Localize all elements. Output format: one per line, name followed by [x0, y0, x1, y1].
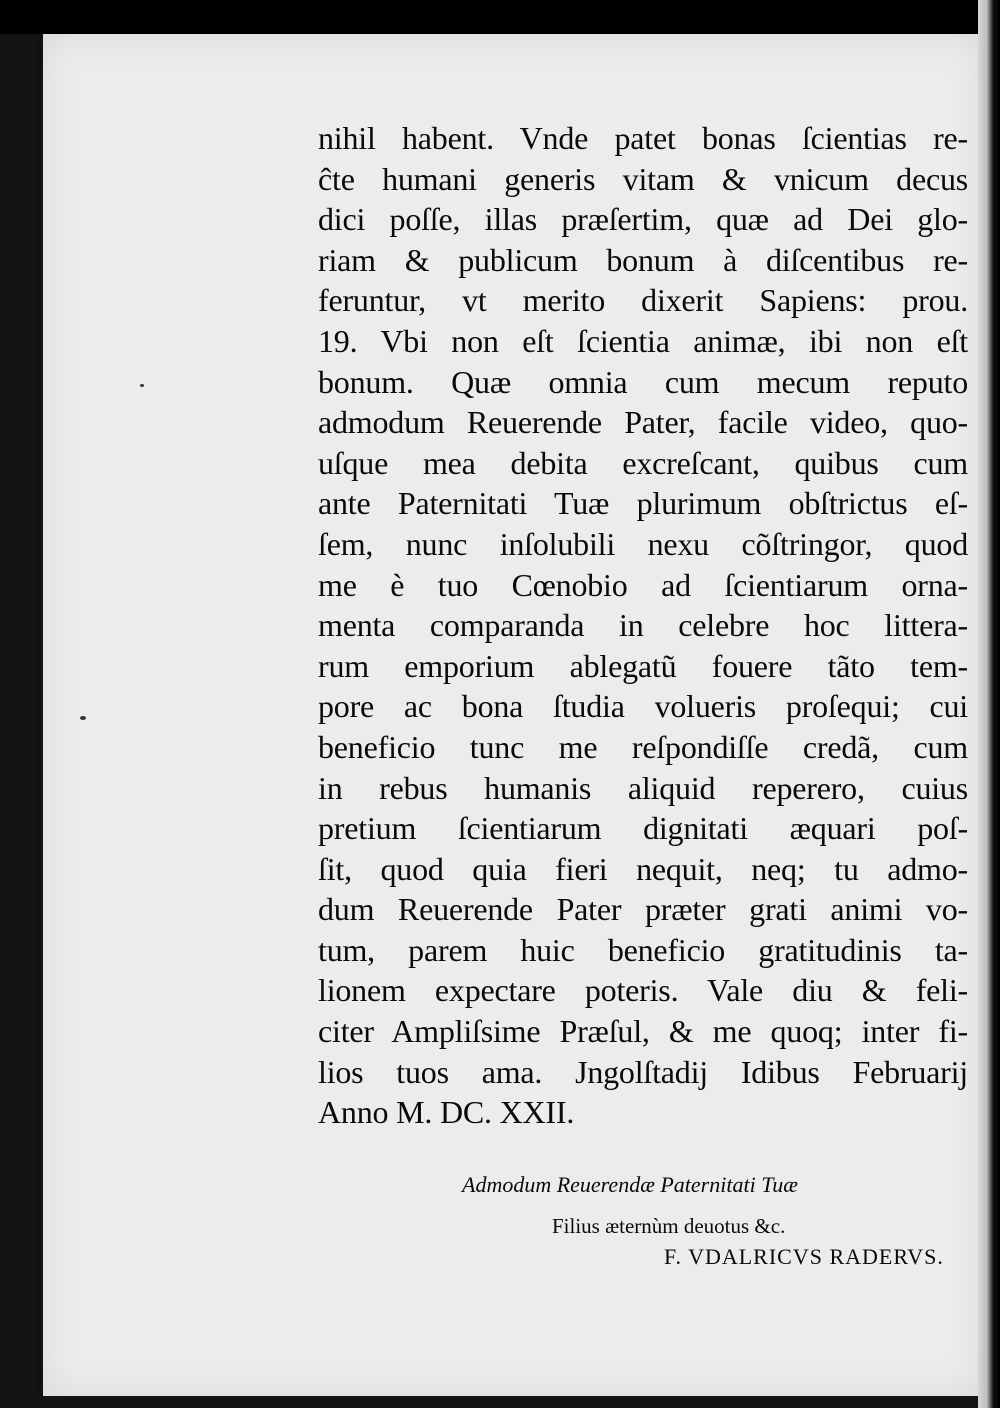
text-line: feruntur, vt merito dixerit Sapiens: prou.	[318, 282, 968, 319]
text-line: 19. Vbi non eſt ſcientia animæ, ibi non eſt	[318, 322, 968, 359]
text-line: lionem expectare poteris. Vale diu & feli-	[318, 972, 968, 1009]
text-line: ſit, quod quia fieri nequit, neq; tu admo-	[318, 850, 968, 887]
text-line: lios tuos ama. Jngolſtadij Idibus Februarij	[318, 1053, 968, 1090]
scan-top-border	[0, 0, 1000, 34]
text-line: nihil habent. Vnde patet bonas ſcientias re-	[318, 120, 968, 156]
signature-closing: Filius æternùm deuotus &c.	[552, 1214, 786, 1238]
text-line: ĉte humani generis vitam & vnicum decus	[318, 160, 968, 197]
text-line: in rebus humanis aliquid reperero, cuius	[318, 769, 968, 806]
text-line: menta comparanda in celebre hoc littera-	[318, 607, 968, 644]
text-line: uſque mea debita excreſcant, quibus cum	[318, 444, 968, 481]
text-line: me è tuo Cœnobio ad ſcientiarum orna-	[318, 566, 968, 603]
text-line: admodum Reuerende Pater, facile video, quo-	[318, 404, 968, 441]
text-line: pore ac bona ſtudia volueris proſequi; cui	[318, 688, 968, 725]
signature-name: F. VDALRICVS RADERVS.	[664, 1244, 944, 1269]
text-line: pretium ſcientiarum dignitati æquari poſ-	[318, 810, 968, 847]
text-line: dum Reuerende Pater præter grati animi vo-	[318, 891, 968, 928]
text-line: dici poſſe, illas præſertim, quæ ad Dei glo-	[318, 201, 968, 238]
text-line: citer Ampliſsime Præſul, & me quoq; inter fi-	[318, 1013, 968, 1050]
date-line: Anno M. DC. XXII.	[318, 1094, 575, 1131]
ink-speck	[80, 716, 86, 720]
text-line: rum emporium ablegatũ fouere tãto tem-	[318, 647, 968, 684]
body-text	[318, 118, 968, 1133]
text-line: ſem, nunc inſolubili nexu cõſtringor, quod	[318, 525, 968, 562]
ink-speck	[140, 384, 144, 387]
text-line: ante Paternitati Tuæ plurimum obſtrictus eſ-	[318, 485, 968, 522]
signature-address: Admodum Reuerendæ Paternitati Tuæ	[462, 1172, 798, 1197]
text-line: beneficio tunc me reſpondiſſe credã, cum	[318, 728, 968, 765]
text-line: tum, parem huic beneficio gratitudinis ta-	[318, 931, 968, 968]
page-gutter-edge	[978, 0, 1000, 1408]
text-line: riam & publicum bonum à diſcentibus re-	[318, 241, 968, 278]
text-line: bonum. Quæ omnia cum mecum reputo	[318, 363, 968, 400]
